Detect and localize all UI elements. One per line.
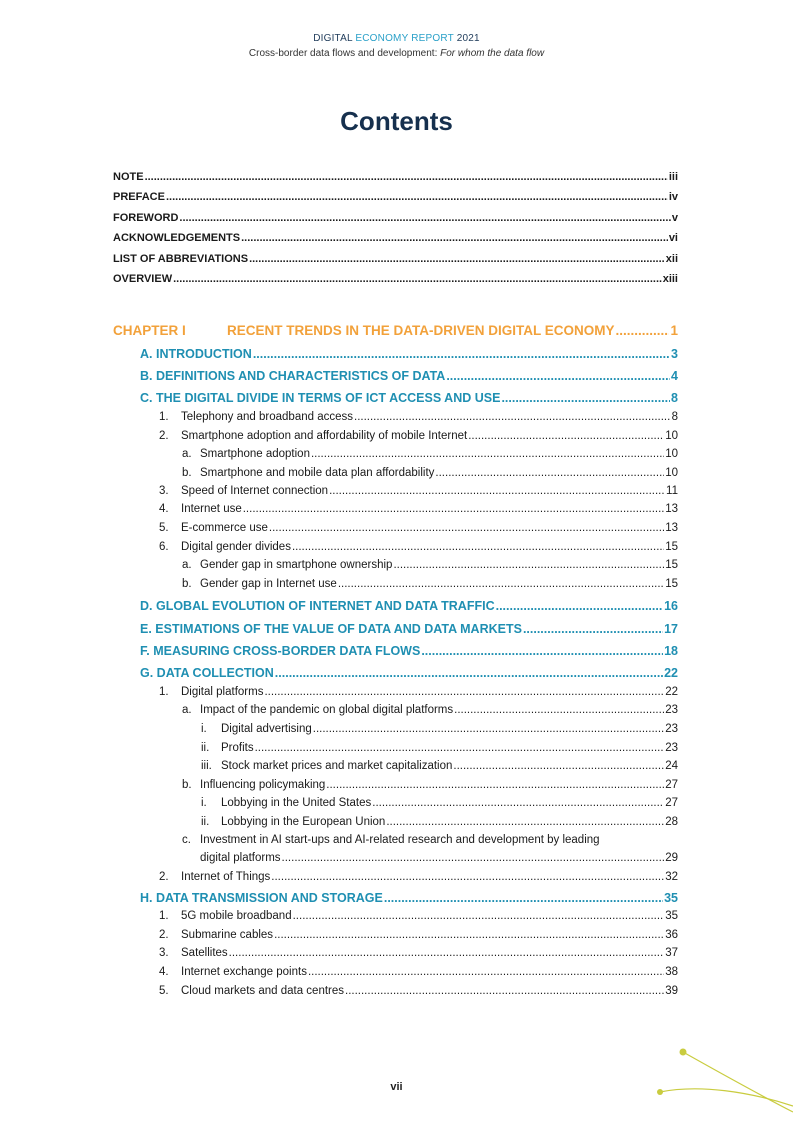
item-number: 5. (159, 985, 169, 997)
item-number: iii. (201, 760, 212, 772)
report-title-highlight: ECONOMY REPORT (355, 33, 454, 44)
toc-item[interactable] (159, 947, 678, 959)
leader-dots (338, 578, 664, 590)
toc-page: 39 (665, 985, 678, 997)
leader-dots (313, 723, 664, 735)
leader-dots (249, 253, 665, 265)
item-number: a. (182, 704, 192, 716)
toc-page: 38 (665, 966, 678, 978)
page-number: vii (390, 1081, 403, 1093)
toc-item[interactable] (159, 430, 678, 442)
leader-dots (241, 232, 668, 244)
toc-page: 28 (665, 816, 678, 828)
toc-page: 32 (665, 871, 678, 883)
toc-page: 16 (664, 599, 678, 613)
item-label: Lobbying in the European Union (221, 816, 386, 828)
subtitle-italic: For whom the data flow (440, 48, 545, 59)
toc-page: 24 (665, 760, 678, 772)
item-label: Gender gap in Internet use (200, 578, 337, 590)
toc-section-c[interactable] (140, 391, 678, 405)
section-title: F. MEASURING CROSS-BORDER DATA FLOWS (140, 644, 421, 658)
leader-dots (166, 191, 668, 203)
item-number: i. (201, 797, 207, 809)
leader-dots (173, 273, 662, 285)
toc-item[interactable] (159, 485, 678, 497)
item-label: Digital platforms (181, 686, 264, 698)
toc-entry-note[interactable] (113, 171, 678, 183)
toc-section-d[interactable] (140, 599, 678, 613)
leader-dots (275, 666, 663, 680)
toc-page: 10 (665, 448, 678, 460)
item-label: Smartphone adoption and affordability of mobile Internet (181, 430, 468, 442)
item-number: a. (182, 448, 192, 460)
toc-item[interactable] (182, 559, 678, 571)
item-number: 2. (159, 929, 169, 941)
toc-page: 27 (665, 797, 678, 809)
leader-dots (264, 686, 664, 698)
toc-page: 15 (665, 559, 678, 571)
leader-dots (145, 171, 668, 183)
report-subtitle (0, 48, 793, 59)
report-year: 2021 (456, 33, 480, 44)
item-label: Submarine cables (181, 929, 274, 941)
running-header (0, 33, 793, 59)
toc-item[interactable] (182, 448, 678, 460)
item-label: Profits (221, 742, 254, 754)
item-label: Stock market prices and market capitalization (221, 760, 453, 772)
toc-page: 23 (665, 704, 678, 716)
item-label: Influencing policymaking (200, 779, 326, 791)
item-label: Internet exchange points (181, 966, 307, 978)
leader-dots (468, 430, 664, 442)
item-label: Cloud markets and data centres (181, 985, 345, 997)
toc-item[interactable] (182, 578, 678, 590)
leader-dots (282, 852, 665, 864)
toc-item[interactable] (159, 966, 678, 978)
item-label: Gender gap in smartphone ownership (200, 559, 393, 571)
item-number: 3. (159, 947, 169, 959)
section-title: B. DEFINITIONS AND CHARACTERISTICS OF DATA (140, 369, 446, 383)
toc-page: 4 (671, 369, 678, 383)
item-number: 1. (159, 910, 169, 922)
leader-dots (454, 704, 664, 716)
item-label: Smartphone adoption (200, 448, 310, 460)
item-number: 4. (159, 966, 169, 978)
toc-item[interactable] (159, 871, 678, 883)
item-label: Internet of Things (181, 871, 271, 883)
toc-item[interactable] (201, 723, 678, 735)
item-number: 3. (159, 485, 169, 497)
item-label: 5G mobile broadband (181, 910, 292, 922)
item-label: Impact of the pandemic on global digital platforms (200, 704, 454, 716)
report-title (0, 33, 793, 44)
section-title: C. THE DIGITAL DIVIDE IN TERMS OF ICT ACCESS AND USE (140, 391, 501, 405)
toc-item[interactable] (201, 816, 678, 828)
toc-item-multiline[interactable] (182, 834, 678, 846)
leader-dots (496, 599, 663, 613)
toc-page: 15 (665, 541, 678, 553)
toc-chapter-1[interactable] (113, 323, 678, 338)
leader-dots (446, 369, 670, 383)
toc-page: 35 (665, 910, 678, 922)
item-number: 6. (159, 541, 169, 553)
leader-dots (269, 522, 664, 534)
section-title: H. DATA TRANSMISSION AND STORAGE (140, 891, 383, 905)
toc-label: FOREWORD (113, 212, 179, 224)
toc-page: 10 (665, 467, 678, 479)
leader-dots (308, 966, 664, 978)
section-title: A. INTRODUCTION (140, 347, 252, 361)
item-number: b. (182, 467, 192, 479)
toc-page: 8 (671, 391, 678, 405)
leader-dots (354, 411, 671, 423)
toc-page: vi (668, 232, 678, 244)
toc-entry-overview[interactable] (113, 273, 678, 285)
toc-page: 23 (665, 723, 678, 735)
toc-section-b[interactable] (140, 369, 678, 383)
leader-dots (435, 467, 664, 479)
leader-dots (421, 644, 663, 658)
item-label: Lobbying in the United States (221, 797, 372, 809)
leader-dots (243, 503, 664, 515)
leader-dots (393, 559, 664, 571)
leader-dots (386, 816, 664, 828)
toc-page: 11 (666, 485, 678, 497)
item-label: Speed of Internet connection (181, 485, 329, 497)
item-number: 5. (159, 522, 169, 534)
leader-dots (255, 742, 665, 754)
item-label: Internet use (181, 503, 242, 515)
toc-page: 22 (665, 686, 678, 698)
item-label: Smartphone and mobile data plan affordability (200, 467, 435, 479)
leader-dots (453, 760, 664, 772)
leader-dots (384, 891, 663, 905)
item-label: Telephony and broadband access (181, 411, 353, 423)
toc-section-e[interactable] (140, 622, 678, 636)
leader-dots (179, 212, 670, 224)
toc-page: xiii (662, 273, 678, 285)
item-number: i. (201, 723, 207, 735)
toc-item[interactable] (201, 797, 678, 809)
item-label: Digital gender divides (181, 541, 291, 553)
item-number: 1. (159, 411, 169, 423)
section-title: E. ESTIMATIONS OF THE VALUE OF DATA AND DATA MARKETS (140, 622, 522, 636)
item-number: c. (182, 834, 191, 846)
toc-page: 13 (665, 503, 678, 515)
toc-page: 35 (664, 891, 678, 905)
toc-item[interactable] (159, 522, 678, 534)
toc-entry-abbreviations[interactable] (113, 253, 678, 265)
item-label: Investment in AI start-ups and AI-related research and development by leading (200, 834, 600, 846)
toc-item[interactable] (182, 704, 678, 716)
toc-page: 17 (664, 622, 678, 636)
toc-item[interactable] (201, 742, 678, 754)
toc-entry-foreword[interactable] (113, 212, 678, 224)
item-number: 2. (159, 871, 169, 883)
leader-dots (616, 323, 670, 338)
toc-item[interactable] (159, 541, 678, 553)
toc-section-a[interactable] (140, 347, 678, 361)
item-number: 2. (159, 430, 169, 442)
item-label: Digital advertising (221, 723, 312, 735)
toc-page: xii (665, 253, 678, 265)
toc-page: 36 (665, 929, 678, 941)
leader-dots (345, 985, 664, 997)
toc-item[interactable] (159, 985, 678, 997)
toc-page: 3 (671, 347, 678, 361)
toc-page: 10 (665, 430, 678, 442)
toc-page: 15 (665, 578, 678, 590)
toc-page: v (671, 212, 678, 224)
leader-dots (271, 871, 664, 883)
toc-section-f[interactable] (140, 644, 678, 658)
toc-page: 27 (665, 779, 678, 791)
chapter-number: CHAPTER I (113, 323, 186, 338)
item-number: b. (182, 779, 192, 791)
report-title-part: DIGITAL (313, 33, 353, 44)
toc-page: 8 (671, 411, 678, 423)
toc-page: 29 (665, 852, 678, 864)
toc-item[interactable] (159, 929, 678, 941)
toc-page: iv (668, 191, 678, 203)
leader-dots (326, 779, 664, 791)
toc-entry-preface[interactable] (113, 191, 678, 203)
toc-item[interactable] (182, 779, 678, 791)
toc-label: PREFACE (113, 191, 165, 203)
toc-label: LIST OF ABBREVIATIONS (113, 253, 249, 265)
toc-page: 23 (665, 742, 678, 754)
subtitle-text: Cross-border data flows and development: (248, 48, 438, 59)
leader-dots (523, 622, 663, 636)
item-number: ii. (201, 742, 210, 754)
toc-label: NOTE (113, 171, 144, 183)
toc-item[interactable] (201, 760, 678, 772)
leader-dots (372, 797, 664, 809)
item-number: 1. (159, 686, 169, 698)
toc-page: 37 (665, 947, 678, 959)
leader-dots (501, 391, 670, 405)
item-label: E-commerce use (181, 522, 268, 534)
item-number: a. (182, 559, 192, 571)
toc-section-g[interactable] (140, 666, 678, 680)
leader-dots (292, 541, 664, 553)
toc-label: OVERVIEW (113, 273, 173, 285)
item-number: b. (182, 578, 192, 590)
leader-dots (253, 347, 670, 361)
leader-dots (311, 448, 664, 460)
toc-item[interactable] (159, 411, 678, 423)
deco-dot (680, 1049, 687, 1056)
section-title: G. DATA COLLECTION (140, 666, 274, 680)
toc-entry-acknowledgements[interactable] (113, 232, 678, 244)
toc-section-h[interactable] (140, 891, 678, 905)
toc-label: ACKNOWLEDGEMENTS (113, 232, 241, 244)
toc-item[interactable] (159, 910, 678, 922)
item-label: Satellites (181, 947, 228, 959)
leader-dots (229, 947, 665, 959)
toc-item-continuation[interactable] (200, 852, 678, 864)
page-title: Contents (340, 106, 453, 136)
item-number: ii. (201, 816, 210, 828)
item-label-continued: digital platforms (200, 852, 281, 864)
toc-item[interactable] (159, 503, 678, 515)
toc-page: iii (668, 171, 678, 183)
leader-dots (274, 929, 664, 941)
toc-page: 18 (664, 644, 678, 658)
chapter-title: RECENT TRENDS IN THE DATA-DRIVEN DIGITAL ECONOMY (227, 323, 615, 338)
toc-item[interactable] (182, 467, 678, 479)
toc-item[interactable] (159, 686, 678, 698)
leader-dots (329, 485, 665, 497)
section-title: D. GLOBAL EVOLUTION OF INTERNET AND DATA TRAFFIC (140, 599, 495, 613)
toc-page: 22 (664, 666, 678, 680)
item-number: 4. (159, 503, 169, 515)
toc-page: 13 (665, 522, 678, 534)
toc-page: 1 (670, 323, 678, 338)
leader-dots (293, 910, 665, 922)
